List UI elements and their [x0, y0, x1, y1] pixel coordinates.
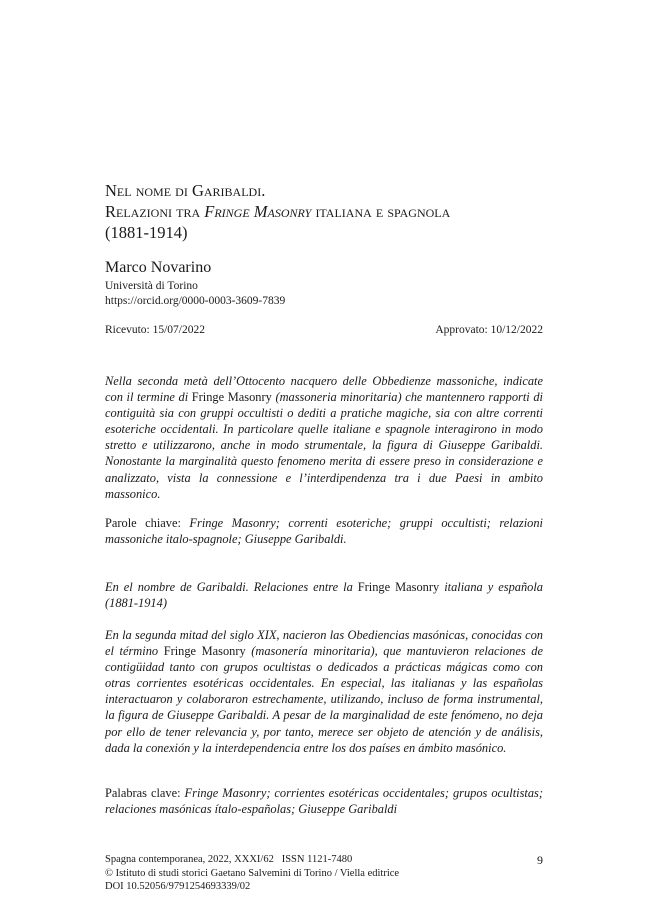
abstract-it-part-1: Nella seconda metà dell’Ottocento nacquero delle Obbedienze massoniche, indicate con il termine di [105, 374, 543, 405]
page-footer [105, 853, 543, 894]
keywords-it-terms: Fringe Masonry; correnti esoteriche; gruppi occultisti; relazioni massoniche italo-spagnole; Giuseppe Garibaldi. [105, 516, 543, 547]
title-line-1: Nel nome di Garibaldi. [105, 181, 266, 200]
abstract-italian [105, 373, 543, 502]
title-line-2 [105, 201, 543, 222]
author-orcid[interactable]: https://orcid.org/0000-0003-3609-7839 [105, 295, 286, 307]
title-line-2-c: italiana e spagnola [311, 202, 451, 221]
keywords-italian [105, 515, 543, 547]
received-date: Ricevuto: 15/07/2022 [105, 324, 205, 336]
author-info [105, 279, 285, 309]
footer-publisher: © Istituto di studi storici Gaetano Salvemini di Torino / Viella editrice [105, 867, 400, 879]
approved-date: Approvato: 10/12/2022 [435, 324, 543, 336]
keywords-spanish [105, 785, 543, 817]
title-line-2-italic: Fringe Masonry [204, 202, 312, 221]
keywords-es-terms: Fringe Masonry; corrientes esotéricas occidentales; grupos ocultistas; relaciones masónicas ítalo-españolas; Giuseppe Garibaldi [105, 786, 543, 817]
title-spanish [105, 579, 543, 611]
title-es-a: En el nombre de Garibaldi. Relaciones entre la [105, 580, 358, 594]
submission-dates [105, 324, 543, 336]
abstract-it-part-3: (massoneria minoritaria) che mantennero rapporti di contiguità sia con gruppi occultisti o dediti a pratiche magiche, sia con altre correnti esoteriche occidentali. In particolare quelle italiane e spagnole interagirono in modo stretto e utilizzarono, anche in modo strumentale, la figura di Giuseppe Garibaldi. Nonostante la marginalità questo fenomeno merita di essere preso in considerazione e analizzato, vista la connessione e l’interdipendenza tra i due Paesi in ambito massonico. [105, 390, 543, 501]
abstract-es-part-3: (masonería minoritaria), que mantuvieron relaciones de contigüidad tanto con grupos ocultistas o dedicados a prácticas mágicas como con otras corrientes esotéricas occidentales. En especial, las italianas y las españolas interactuaron y colaboraron estrechamente, utilizando, incluso de forma instrumental, la figura de Giuseppe Garibaldi. A pesar de la marginalidad de este fenómeno, no deja por ello de tener relevancia y, por tanto, merece ser objeto de atención y de análisis, dada la conexión y la interdependencia entre los dos países en ámbito masónico. [105, 644, 543, 755]
footer-doi: DOI 10.52056/9791254693339/02 [105, 881, 251, 893]
keywords-it-label: Parole chiave: [105, 516, 190, 530]
title-es-term: Fringe Masonry [357, 580, 440, 594]
title-es-c: italiana y española (1881-1914) [105, 580, 543, 611]
keywords-es-label: Palabras clave: [105, 786, 185, 800]
title-line-3: (1881-1914) [105, 223, 188, 242]
abstract-spanish [105, 627, 543, 756]
page-number: 9 [537, 853, 543, 867]
author-name: Marco Novarino [105, 259, 212, 276]
abstract-it-term: Fringe Masonry [191, 390, 272, 405]
footer-journal: Spagna contemporanea, 2022, XXXI/62 ISSN 1121-7480 [105, 854, 353, 865]
author-affiliation: Università di Torino [105, 280, 198, 292]
title-line-2-a: Relazioni tra [105, 202, 205, 221]
abstract-es-term: Fringe Masonry [163, 644, 246, 659]
article-title [105, 180, 543, 243]
abstract-es-part-1: En la segunda mitad del siglo XIX, nacieron las Obediencias masónicas, conocidas con el término [105, 628, 543, 659]
